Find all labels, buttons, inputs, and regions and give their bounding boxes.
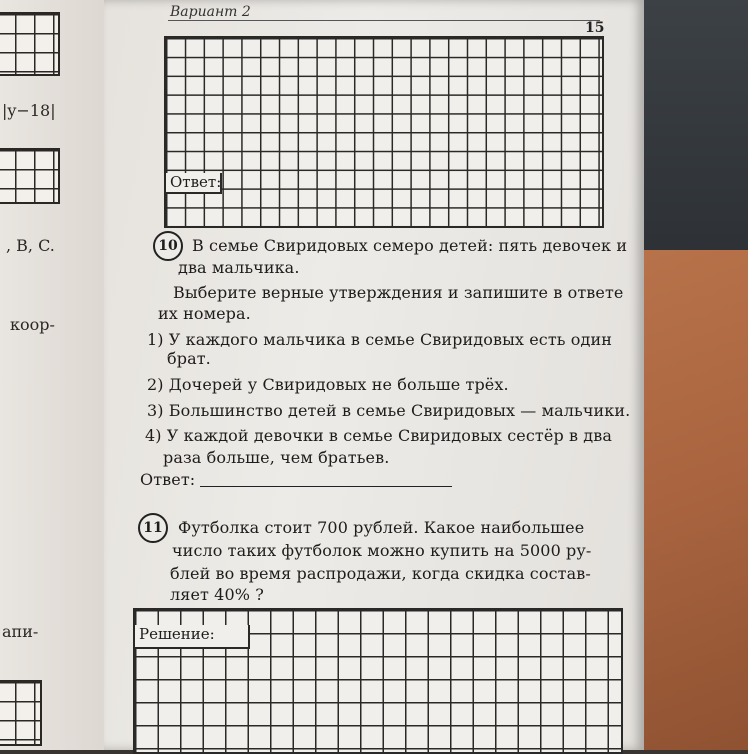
task-11-line-3: блей во время распродажи, когда скидка состав- <box>170 564 591 583</box>
task-11-line-1: Футболка стоит 700 рублей. Какое наибольшее <box>178 518 585 537</box>
left-text-fragment: апи- <box>2 622 39 641</box>
task-10-answer-field[interactable] <box>200 486 452 487</box>
task-10-line-1: В семье Свиридовых семеро детей: пять девочек и <box>192 236 628 255</box>
left-grid-top <box>0 12 60 76</box>
task-10-option-4: 4) У каждой девочки в семье Свиридовых сестёр в два <box>145 426 612 445</box>
left-text-abs: |y−18| <box>2 101 56 120</box>
task-10-option-1-cont: брат. <box>167 349 211 368</box>
header-rule <box>168 20 600 21</box>
task-10-line-4: их номера. <box>158 304 251 323</box>
task-11-line-2: число таких футболок можно купить на 5000 ру- <box>172 541 592 560</box>
task-11-line-4: ляет 40% ? <box>170 585 264 604</box>
task-10-answer-label: Ответ: <box>140 470 196 489</box>
task-10-option-1: 1) У каждого мальчика в семье Свиридовых есть один <box>147 330 613 349</box>
grid-answer-label: Ответ: <box>166 173 222 194</box>
left-grid-bottom <box>0 680 42 746</box>
left-grid-middle <box>0 148 60 204</box>
variant-title: Вариант 2 <box>170 4 251 20</box>
left-text-points: , B, C. <box>6 236 55 255</box>
task-10-option-4-cont: раза больше, чем братьев. <box>163 448 390 467</box>
solution-label: Решение: <box>135 625 250 649</box>
task-11-number: 11 <box>138 513 168 543</box>
answer-grid-top <box>164 36 604 228</box>
task-10-line-2: два мальчика. <box>178 258 300 277</box>
page-number: 15 <box>585 20 605 36</box>
task-10-option-3: 3) Большинство детей в семье Свиридовых — мальчики. <box>147 401 631 420</box>
task-10-line-3: Выберите верные утверждения и запишите в ответе <box>173 283 624 302</box>
task-10-number: 10 <box>153 231 183 261</box>
task-10-option-2: 2) Дочерей у Свиридовых не больше трёх. <box>147 375 509 394</box>
left-page <box>0 0 110 750</box>
left-text-coord: коор- <box>10 315 55 334</box>
